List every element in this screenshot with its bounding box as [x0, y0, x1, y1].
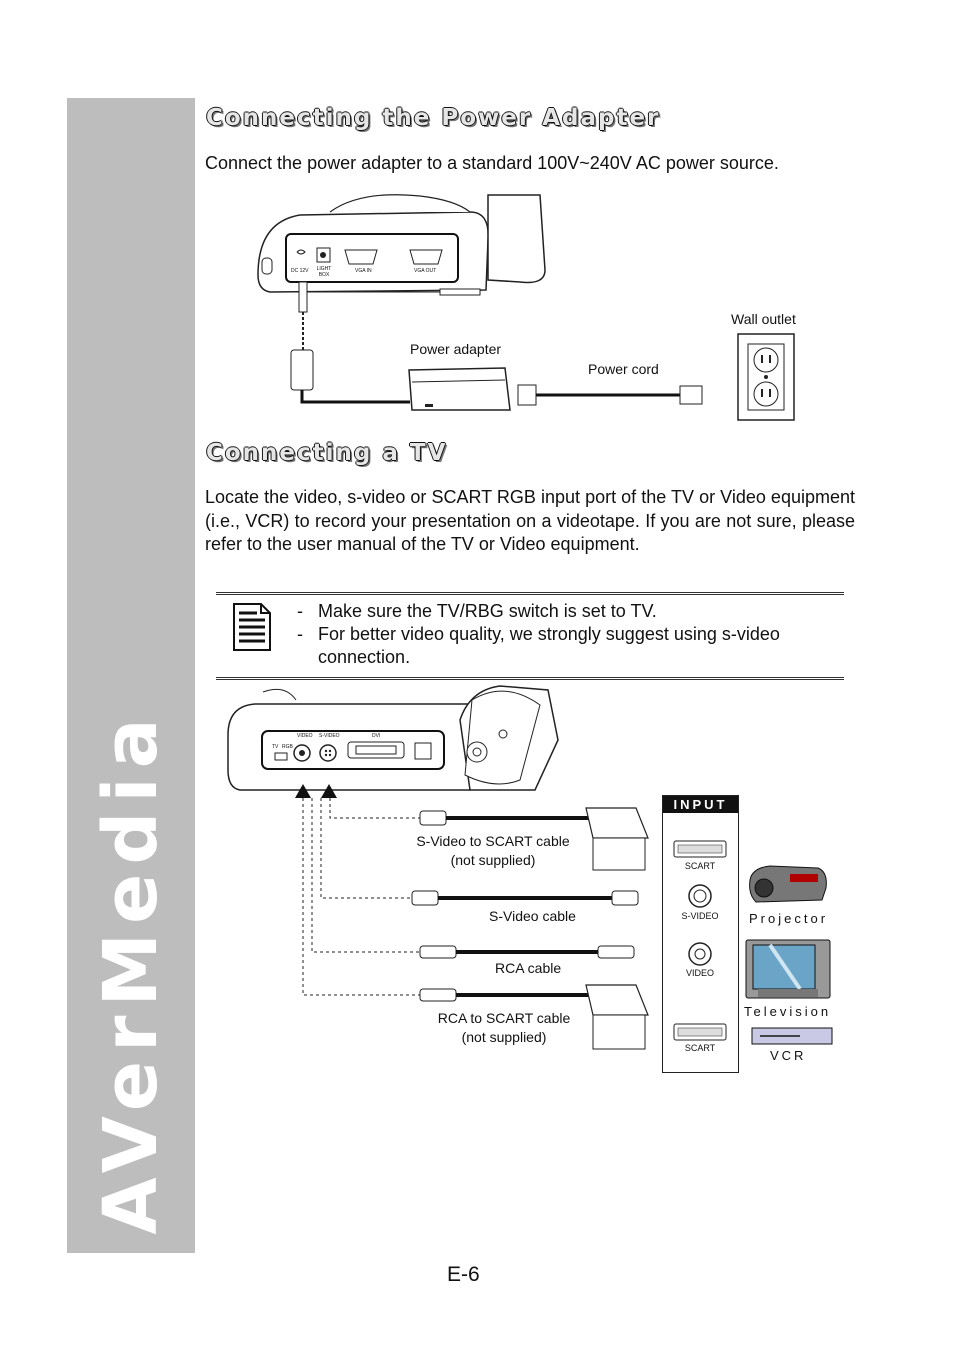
brand-watermark: AVerMedia — [88, 709, 174, 1235]
switch-label-rgb: RGB — [282, 744, 293, 750]
note-item: - For better video quality, we strongly suggest using s-video connection. — [294, 623, 788, 669]
input-panel-ports — [663, 796, 738, 1072]
port-label-dvi: DVI — [372, 733, 381, 739]
page-number: E-6 — [447, 1263, 480, 1286]
port-label-vga-out: VGA OUT — [414, 268, 437, 274]
switch-label-tv: TV — [272, 744, 279, 750]
port-label-vga-in: VGA IN — [355, 268, 372, 274]
port-label-s-video: S-VIDEO — [319, 733, 340, 739]
connecting-tv-text: Locate the video, s-video or SCART RGB input port of the TV or Video equipment (i.e., VCR) to record your presentation on a videotape. If you are not sure, please refer to the user manual of the TV or Video equipment. — [205, 487, 855, 554]
wall-outlet-label: Wall outlet — [731, 311, 796, 327]
svideo-scart-cable-note: (not supplied) — [450, 852, 536, 868]
heading-connecting-tv: Connecting a TV — [206, 440, 448, 466]
input-port-video-label: VIDEO — [685, 968, 715, 978]
rca-cable-label: RCA cable — [495, 960, 562, 976]
input-port-scart-label: SCART — [684, 861, 716, 871]
television-label: Television — [744, 1004, 832, 1019]
rca-scart-cable-note: (not supplied) — [461, 1029, 547, 1045]
input-panel-title: INPUT — [663, 796, 738, 813]
input-port-svideo-label: S-VIDEO — [681, 911, 719, 921]
rca-scart-cable-name: RCA to SCART cable — [437, 1010, 571, 1026]
input-panel — [662, 795, 739, 1073]
rca-scart-cable-label — [438, 1009, 571, 1047]
heading-power-adapter: Connecting the Power Adapter — [206, 105, 661, 131]
svideo-scart-cable-label — [416, 832, 569, 870]
svideo-cable-label: S-Video cable — [489, 908, 576, 924]
port-label-dc12v: DC 12V — [291, 268, 309, 274]
port-label-light-box: LIGHT BOX — [316, 266, 332, 278]
svideo-scart-cable-name: S-Video to SCART cable — [416, 833, 570, 849]
power-adapter-text: Connect the power adapter to a standard 100V~240V AC power source. — [205, 153, 779, 173]
projector-label: Projector — [749, 911, 829, 926]
power-adapter-label: Power adapter — [410, 341, 502, 357]
port-label-video: VIDEO — [297, 733, 313, 739]
note-item: - Make sure the TV/RBG switch is set to TV. — [294, 600, 788, 623]
vcr-label: VCR — [770, 1048, 807, 1063]
input-port-scart2-label: SCART — [684, 1043, 716, 1053]
power-cord-label: Power cord — [588, 361, 659, 377]
